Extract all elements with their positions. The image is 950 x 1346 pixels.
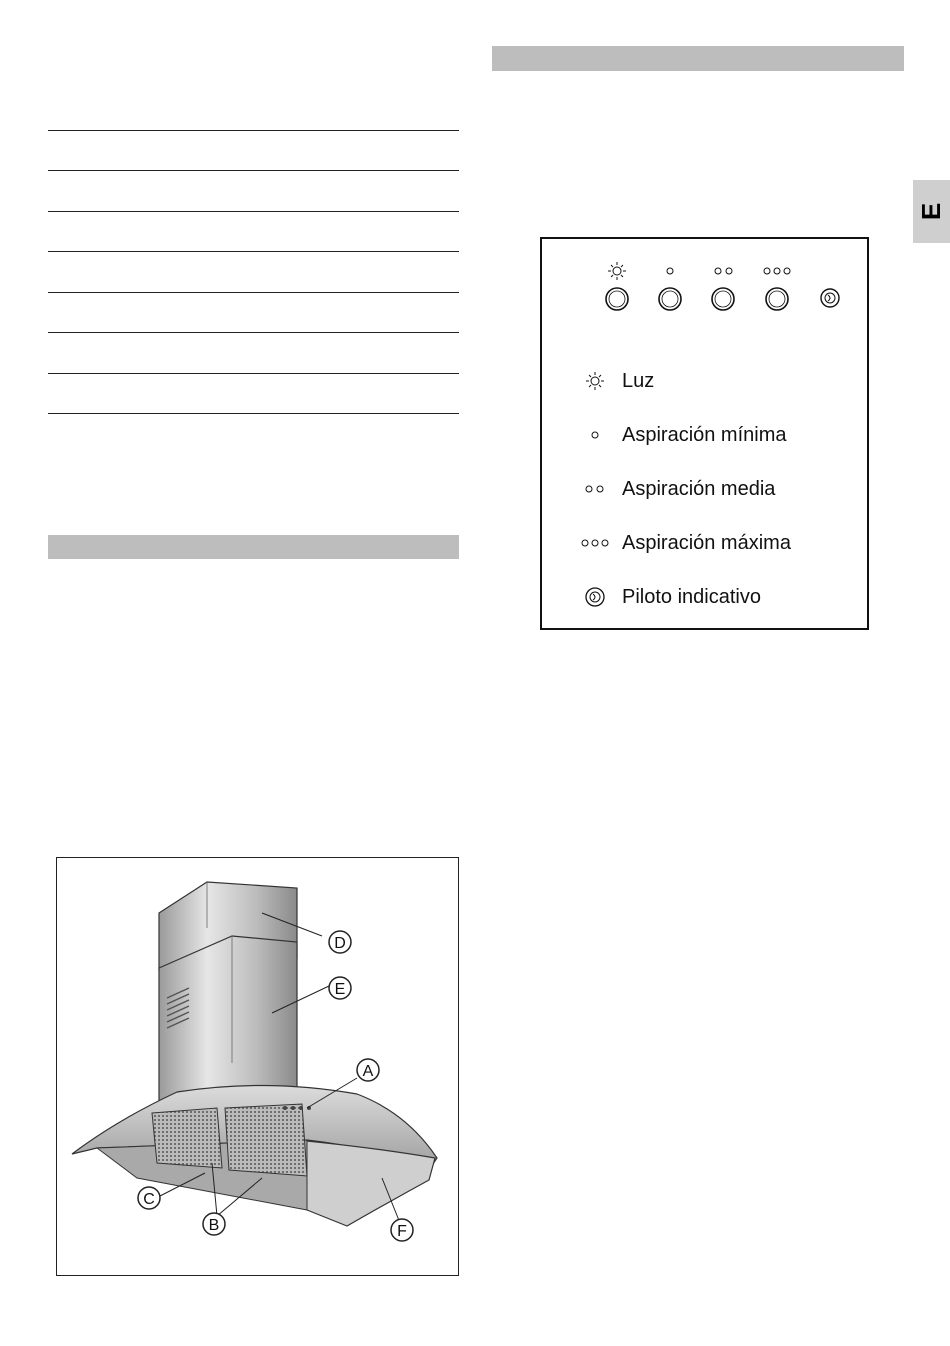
control-panel-diagram: [540, 237, 869, 630]
speed-2-icon: [580, 478, 610, 500]
table-rule: [48, 332, 459, 333]
legend-label: Piloto indicativo: [622, 585, 761, 608]
grease-filter: [225, 1104, 307, 1176]
table-rule: [48, 211, 459, 212]
legend-label: Luz: [622, 369, 655, 392]
button-speed-2: [712, 288, 734, 310]
legend-label: Aspiración mínima: [622, 423, 787, 446]
language-tab-label: E: [916, 202, 946, 221]
light-icon: [580, 370, 610, 392]
language-tab: [913, 180, 950, 243]
pilot-light: [821, 289, 839, 307]
legend-row-speed-1: [580, 420, 787, 450]
legend-row-pilot: [580, 582, 761, 612]
hood-illustration: [57, 858, 457, 1274]
callout-label: E: [334, 981, 346, 998]
button-speed-1: [659, 288, 681, 310]
callout-label: F: [397, 1223, 407, 1240]
table-rule: [48, 373, 459, 374]
section-header-bar-right: [492, 46, 904, 71]
legend-row-light: [580, 366, 654, 396]
section-header-bar-left: [48, 535, 459, 559]
legend-label: Aspiración máxima: [622, 531, 791, 554]
table-rule: [48, 170, 459, 171]
table-rule: [48, 292, 459, 293]
speed-3-icon: [764, 268, 790, 274]
legend-label: Aspiración media: [622, 477, 776, 500]
speed-1-icon: [667, 268, 673, 274]
legend-row-speed-2: [580, 474, 775, 504]
lower-chimney: [159, 936, 297, 1103]
callout-label: B: [208, 1217, 220, 1234]
speed-3-icon: [580, 532, 610, 554]
table-rule: [48, 251, 459, 252]
table-rule: [48, 130, 459, 131]
speed-2-icon: [715, 268, 732, 274]
callout-label: C: [143, 1191, 155, 1208]
legend-row-speed-3: [580, 528, 791, 558]
callout-label: A: [362, 1063, 374, 1080]
light-icon: [608, 262, 626, 280]
button-speed-3: [766, 288, 788, 310]
pilot-light-icon: [580, 585, 610, 609]
callout-label: D: [334, 935, 346, 952]
button-light: [606, 288, 628, 310]
speed-1-icon: [580, 424, 610, 446]
grease-filter: [152, 1108, 222, 1168]
table-rule: [48, 413, 459, 414]
control-panel-buttons: [542, 239, 867, 319]
hood-diagram: [56, 857, 459, 1276]
